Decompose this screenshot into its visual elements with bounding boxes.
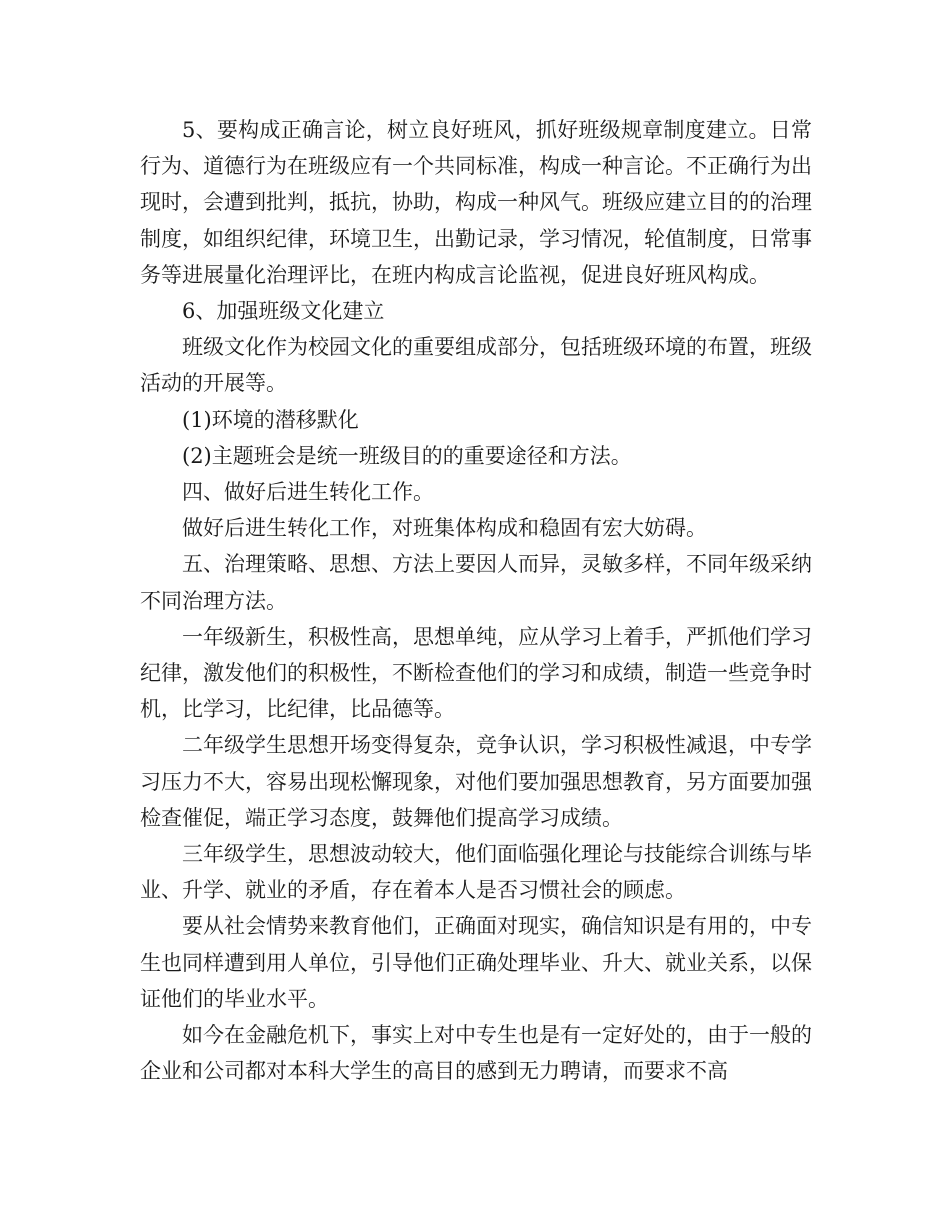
paragraph-financial-crisis: 如今在金融危机下，事实上对中专生也是有一定好处的，由于一般的企业和公司都对本科大学生的高目的感到无力聘请，而要求不高 <box>140 1023 812 1084</box>
paragraph-heading-class-culture: 6、加强班级文化建立 <box>182 299 385 324</box>
document-body <box>140 112 812 1089</box>
paragraph-social-education: 要从社会情势来教育他们，正确面对现实，确信知识是有用的，中专生也同样遭到用人单位，引导他们正确处理毕业、升大、就业关系，以保证他们的毕业水平。 <box>140 914 812 1011</box>
paragraph-item-environment: (1)环境的潜移默化 <box>182 407 359 432</box>
paragraph-third-year: 三年级学生，思想波动较大，他们面临强化理论与技能综合训练与毕业、升学、就业的矛盾，存在着本人是否习惯社会的顾虑。 <box>140 842 812 903</box>
paragraph-class-atmosphere: 5、要构成正确言论，树立良好班风，抓好班级规章制度建立。日常行为、道德行为在班级应有一个共同标准，构成一种言论。不正确行为出现时，会遭到批判，抵抗，协助，构成一种风气。班级应建立目的的治理制度，如组织纪律，环境卫生，出勤记录，学习情况，轮值制度，日常事务等进展量化治理评比，在班内构成言论监视，促进良好班风构成。 <box>140 118 812 287</box>
paragraph-first-year: 一年级新生，积极性高，思想单纯，应从学习上着手，严抓他们学习纪律，激发他们的积极性，不断检查他们的学习和成绩，制造一些竞争时机，比学习，比纪律，比品德等。 <box>140 624 812 722</box>
paragraph-item-class-meeting: (2)主题班会是统一班级目的的重要途径和方法。 <box>182 443 632 468</box>
paragraph-second-year: 二年级学生思想开场变得复杂，竞争认识，学习积极性减退，中专学习压力不大，容易出现松懈现象，对他们要加强思想教育，另方面要加强检查催促，端正学习态度，鼓舞他们提高学习成绩。 <box>140 733 812 830</box>
paragraph-heading-backward-students: 四、做好后进生转化工作。 <box>182 480 434 505</box>
paragraph-heading-strategy: 五、治理策略、思想、方法上要因人而异，灵敏多样，不同年级采纳不同治理方法。 <box>140 552 812 613</box>
paragraph-class-culture: 班级文化作为校园文化的重要组成部分，包括班级环境的布置，班级活动的开展等。 <box>140 335 812 396</box>
paragraph-backward-students: 做好后进生转化工作，对班集体构成和稳固有宏大妨碍。 <box>182 516 707 541</box>
